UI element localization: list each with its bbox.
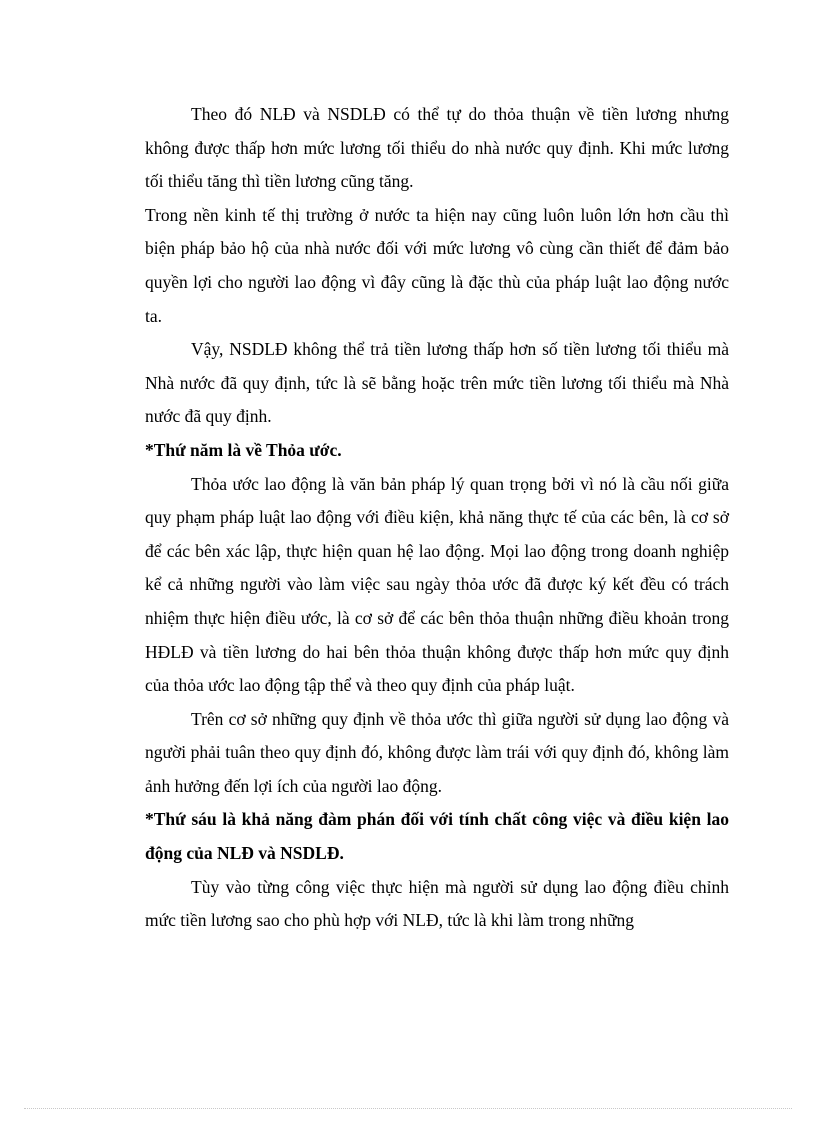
paragraph-collective-agreement: Thỏa ước lao động là văn bản pháp lý quan trọng bởi vì nó là cầu nối giữa quy phạm pháp luật lao động với điều kiện, khả năng thực tế của các bên, là cơ sở để các bên xác lập, thực hiện quan hệ lao động. Mọi lao động trong doanh nghiệp kể cả những người vào làm việc sau ngày thỏa ước đã được ký kết đều có trách nhiệm thực hiện điều ước, là cơ sở để các bên thỏa thuận những điều khoản trong HĐLĐ và tiền lương do hai bên thỏa thuận không được thấp hơn mức quy định của thỏa ước lao động tập thể và theo quy định của pháp luật.: [145, 473, 729, 696]
page-bottom-divider: [24, 1108, 792, 1109]
paragraph-job-dependent-wage: Tùy vào từng công việc thực hiện mà người sử dụng lao động điều chỉnh mức tiền lương sao cho phù hợp với NLĐ, tức là khi làm trong những: [145, 876, 729, 931]
paragraph-agreement-basis: Trên cơ sở những quy định về thỏa ước thì giữa người sử dụng lao động và người phải tuân theo quy định đó, không được làm trái với quy định đó, không làm ảnh hưởng đến lợi ích của người lao động.: [145, 708, 729, 796]
document-body: [145, 98, 729, 938]
paragraph-state-protection: Trong nền kinh tế thị trường ở nước ta hiện nay cũng luôn luôn lớn hơn cầu thì biện pháp bảo hộ của nhà nước đối với mức lương vô cùng cần thiết để đảm bảo quyền lợi cho người lao động vì đây cũng là đặc thù của pháp luật lao động nước ta.: [145, 204, 729, 326]
paragraph-employer-obligation: Vậy, NSDLĐ không thể trả tiền lương thấp hơn số tiền lương tối thiểu mà Nhà nước đã quy định, tức là sẽ bằng hoặc trên mức tiền lương tối thiểu mà Nhà nước đã quy định.: [145, 339, 729, 427]
section-heading-sixth: *Thứ sáu là khả năng đàm phán đối với tính chất công việc và điều kiện lao động của NLĐ và NSDLĐ.: [145, 809, 729, 864]
paragraph-minimum-wage-agreement: Theo đó NLĐ và NSDLĐ có thể tự do thỏa thuận về tiền lương nhưng không được thấp hơn mức lương tối thiểu do nhà nước quy định. Khi mức lương tối thiểu tăng thì tiền lương cũng tăng.: [145, 104, 729, 192]
section-heading-fifth: *Thứ năm là về Thỏa ước.: [145, 439, 342, 460]
